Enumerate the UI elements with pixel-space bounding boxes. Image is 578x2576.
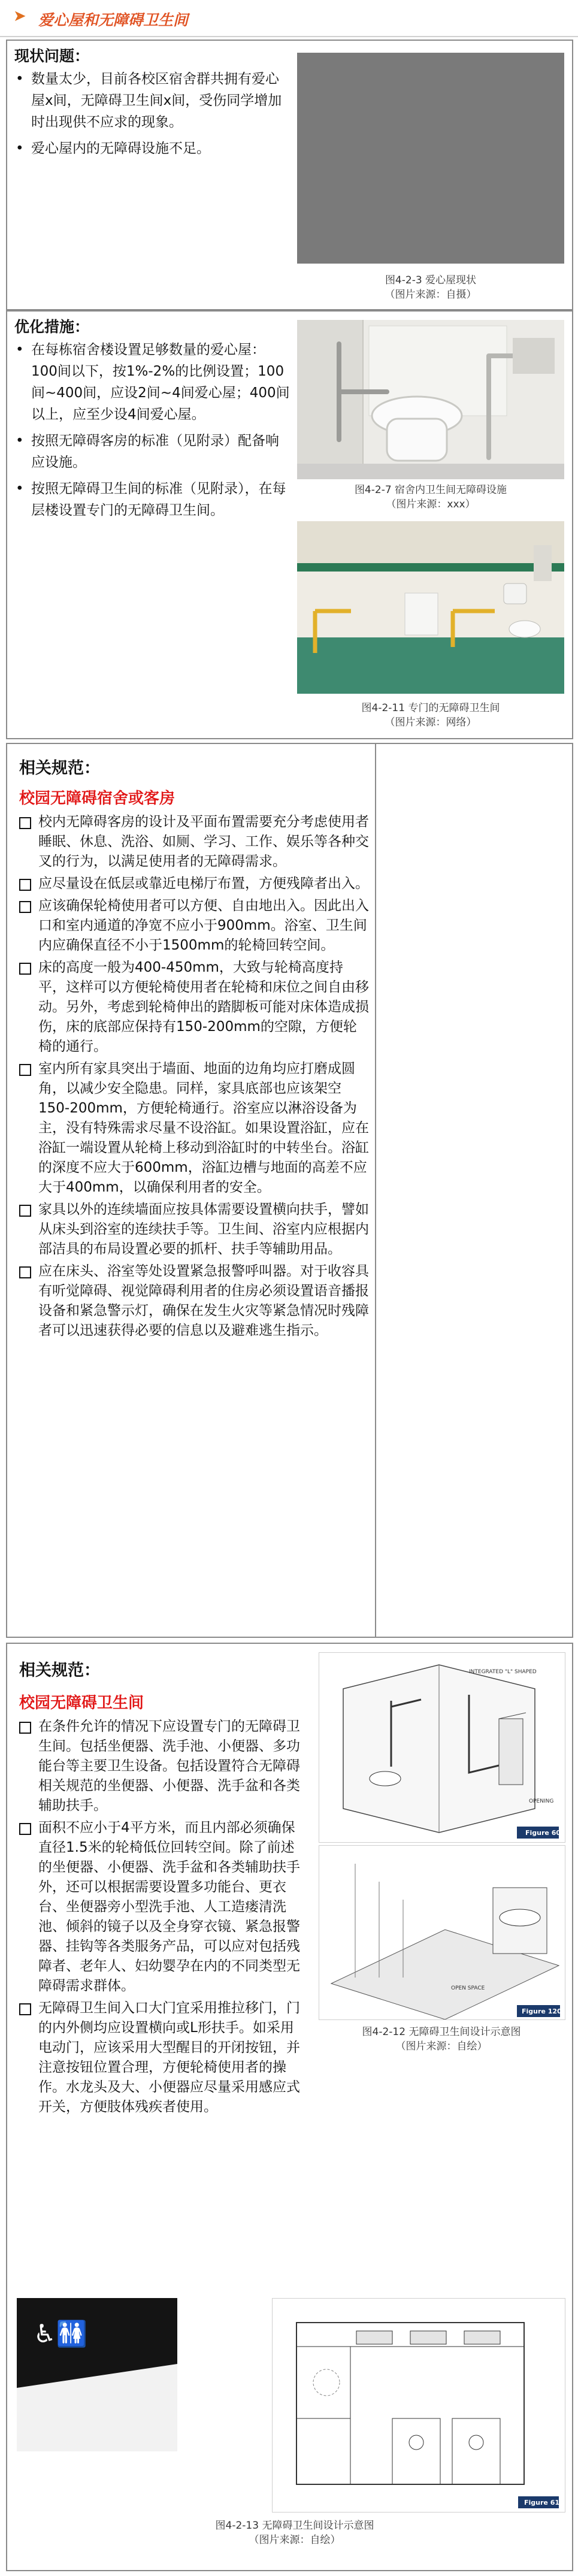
restroom-drawing-caption-2: 图4-2-13 无障碍卫生间设计示意图 （图片来源：自绘） — [215, 2520, 374, 2546]
status-caption: 图4-2-3 爱心屋现状 （图片来源：自摄） — [385, 274, 477, 301]
spec-restroom-subtitle: 校园无障碍卫生间 — [19, 1694, 144, 1712]
restroom-drawing-fig61 — [272, 2298, 565, 2512]
accessible-restroom-photo — [297, 521, 564, 694]
spec-dorm-heading: 相关规范： — [19, 759, 100, 778]
list-item: 应在床头、浴室等处设置紧急报警呼叫器。对于收容具有听觉障碍、视觉障碍利用者的住房必须设置语音播报设备和紧急警示灯，确保在发生火灾等紧急情况时残障者可以迅速获得必要的信息以及避难逃生指示。 — [17, 1262, 370, 1341]
svg-text:Figure 60: Figure 60 — [525, 1829, 561, 1837]
list-item: 家具以外的连续墙面应按具体需要设置横向扶手，譬如从床头到浴室的连续扶手等。卫生间、浴室内应根据内部洁具的布局设置必要的抓杆、扶手等辅助用品。 — [17, 1200, 370, 1259]
status-bullets — [13, 68, 290, 164]
svg-text:OPENING: OPENING — [529, 1798, 554, 1804]
list-item: 床的高度一般为400-450mm，大致与轮椅高度持平，这样可以方便轮椅使用者在轮椅和床位之间自由移动。另外，考虑到轮椅伸出的踏脚板可能对床体造成损伤，床的底部应保持有150-200mm的空隙，方便轮椅的通行。 — [17, 958, 370, 1057]
optimize-panel — [6, 310, 573, 739]
arrow-icon: ➤ — [13, 7, 26, 25]
svg-text:♿🚻: ♿🚻 — [34, 2319, 87, 2348]
svg-text:Figure 120: Figure 120 — [522, 2007, 562, 2015]
column-divider — [375, 744, 376, 1637]
accessible-restroom-caption: 图4-2-11 专门的无障碍卫生间 （图片来源：网络） — [361, 702, 500, 728]
svg-text:OPEN SPACE: OPEN SPACE — [451, 1985, 485, 1991]
page-header — [0, 0, 578, 37]
list-item: 在条件允许的情况下应设置专门的无障碍卫生间。包括坐便器、洗手池、小便器、多功能台等主要卫生设备。包括设置符合无障碍相关规范的坐便器、小便器、洗手盆和各类辅助扶手。 — [17, 1717, 304, 1816]
list-item: 室内所有家具突出于墙面、地面的边角均应打磨成圆角，以减少安全隐患。同样，家具底部也应该架空150-200mm，方便轮椅通行。浴室应以淋浴设备为主，没有特殊需求尽量不设浴缸。如果设置浴缸，应在浴缸一端设置从轮椅上移动到浴缸时的中转坐台。浴缸的深度不应大于600mm，浴缸边槽与地面的高差不应大于400mm，以确保利用者的安全。 — [17, 1059, 370, 1198]
list-item: • 爱心屋内的无障碍设施不足。 — [16, 141, 210, 156]
status-panel — [6, 40, 573, 310]
spec-restroom-heading: 相关规范： — [19, 1661, 100, 1680]
optimize-heading: 优化措施： — [14, 318, 90, 335]
optimize-bullets — [13, 339, 290, 526]
spec-restroom-panel — [6, 1643, 573, 2571]
spec-restroom-list — [17, 1717, 304, 2120]
list-item: • 按照无障碍卫生间的标准（见附录），在每层楼设置专门的无障碍卫生间。 — [16, 481, 286, 518]
list-item: 应该确保轮椅使用者可以方便、自由地出入。因此出入口和室内通道的净宽不应小于900mm。浴室、卫生间内应确保直径不小于1500mm的轮椅回转空间。 — [17, 896, 370, 956]
list-item: 校内无障碍客房的设计及平面布置需要充分考虑使用者睡眠、休息、洗浴、如厕、学习、工作、娱乐等各种交叉的行为，以满足使用者的无障碍需求。 — [17, 812, 370, 872]
status-heading: 现状问题： — [14, 47, 90, 65]
list-item: • 按照无障碍客房的标准（见附录）配备响应设施。 — [16, 433, 279, 470]
restroom-sign-image — [17, 2298, 177, 2451]
dorm-toilet-photo — [297, 320, 564, 479]
list-item: 应尽量设在低层或靠近电梯厅布置，方便残障者出入。 — [17, 874, 370, 894]
list-item: 无障碍卫生间入口大门宜采用推拉移门，门的内外侧均应设置横向或L形扶手。如采用电动门，应该采用大型醒目的开闭按钮，并注意按钮位置合理，方便轮椅使用者的操作。水龙头及大、小便器应尽量采用感应式开关，方便肢体残疾者使用。 — [17, 1998, 304, 2117]
spec-dorm-list — [17, 812, 370, 1343]
list-item: • 数量太少，目前各校区宿舍群共拥有爱心屋x间，无障碍卫生间x间，受伤同学增加时出现供不应求的现象。 — [16, 71, 282, 130]
restroom-drawing-caption-1: 图4-2-12 无障碍卫生间设计示意图 （图片来源：自绘） — [362, 2026, 521, 2052]
page-title: 爱心屋和无障碍卫生间 — [38, 11, 189, 29]
list-item: 面积不应小于4平方米，而且内部必须确保直径1.5米的轮椅低位回转空间。除了前述的坐便器、小便器、洗手盆和各类辅助扶手外，还可以根据需要设置多功能台、更衣台、坐便器旁小型洗手池、人工造瘘清洗池、倾斜的镜子以及全身穿衣镜、紧急报警器、挂钩等各类服务产品，可以应对包括残障者、老年人、妇幼婴孕在内的不同类型无障碍需求群体。 — [17, 1818, 304, 1996]
svg-text:Figure 61: Figure 61 — [524, 2499, 560, 2507]
list-item: • 在每栋宿舍楼设置足够数量的爱心屋：100间以下，按1%-2%的比例设置；100间~400间，应设2间~4间爱心屋；400间以上，应至少设4间爱心屋。 — [16, 342, 290, 422]
restroom-drawing-fig60 — [319, 1652, 565, 1843]
status-photo — [297, 53, 564, 264]
spec-dorm-panel — [6, 743, 573, 1638]
svg-text:INTEGRATED "L" SHAPED: INTEGRATED "L" SHAPED — [469, 1669, 537, 1675]
dorm-toilet-caption: 图4-2-7 宿舍内卫生间无障碍设施 （图片来源：xxx） — [354, 484, 507, 510]
restroom-drawing-fig120 — [319, 1845, 565, 2020]
spec-dorm-subtitle: 校园无障碍宿舍或客房 — [19, 790, 175, 808]
